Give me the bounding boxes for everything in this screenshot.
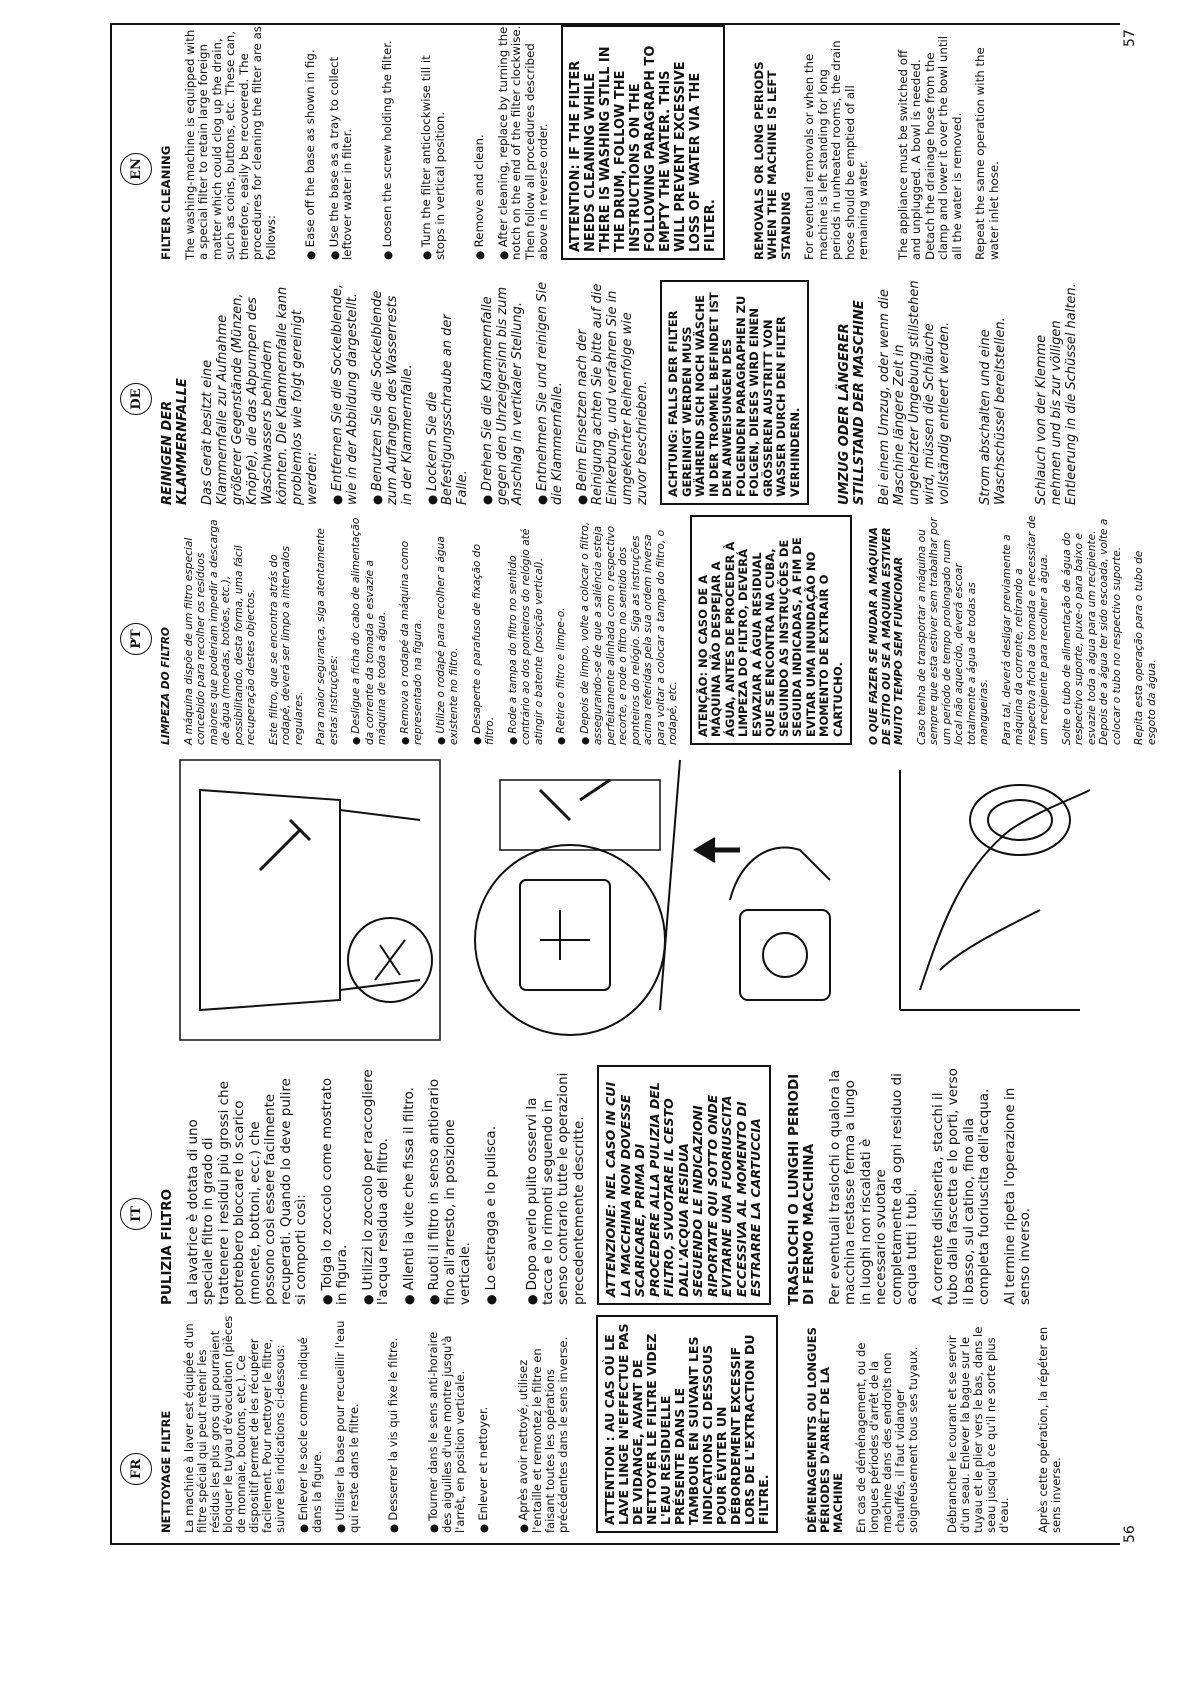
filter-turning-drawing bbox=[475, 760, 680, 1035]
it-moving-text: A corrente disinserita, stacchi il tubo dalla fascetta e lo porti, verso il basso, sul catino, fino alla completa fuoriuscita dell'acqua. bbox=[929, 1068, 992, 1305]
flag-pt-badge: PT bbox=[120, 623, 152, 655]
drain-hose-drawing bbox=[900, 770, 1090, 1010]
column-german bbox=[160, 280, 1120, 505]
pt-step: ● Rode a tampa do filtro no sentido contrário ao dos ponteiros do relógio até atingir o batente (posição vertical). bbox=[507, 515, 546, 745]
de-moving-title: UMZUG ODER LÄNGERER STILLSTAND DER MASCHINE bbox=[837, 300, 867, 505]
pt-step: ● Desaperte o parafuso de fixação do filtro. bbox=[471, 515, 497, 745]
flag-fr-badge: FR bbox=[120, 1453, 152, 1485]
it-moving-text: Per eventuali traslochi o qualora la macchina restasse ferma a lungo in luoghi non riscaldati è necessario svuotare completamente da ogni residuo di acqua tutti i tubi. bbox=[826, 1069, 920, 1305]
de-step: ● Entfernen Sie die Sockelblende, wie in der Abbildung dargestellt. bbox=[330, 280, 360, 505]
en-moving-text: Repeat the same operation with the water inlet hose. bbox=[973, 47, 1001, 260]
it-title: PULIZIA FILTRO bbox=[159, 1188, 175, 1305]
de-title: REINIGEN DER KLAMMERNFALLE bbox=[160, 378, 190, 505]
pt-step: ● Depois de limpo, volte a colocar o filtro, assegurando-se de que a saliência esteja perfeitamente alinhada com o respectivo recorte, e rode o filtro no sentido dos ponteiros do relógio. Siga as instruções acima referidas pela sua ordem inversa para voltar a colocar a tampa do filtro, o rodapé, etc. bbox=[579, 515, 680, 745]
column-french bbox=[160, 1315, 1120, 1533]
left-rule bbox=[110, 1544, 1120, 1546]
fr-step: ● Tourner dans le sens anti-horaire des aiguilles d'une montre jusqu'à l'arrêt, en position verticale. bbox=[427, 1315, 467, 1533]
de-intro: Das Gerät besitzt eine Klammernfalle zur Aufnahme größerer Gegenstände (Münzen, Knöpfe), die das Abpumpen des Waschwassers behindern könnten. Die Klammernfalle kann problemlos wie folgt gereinigt werden: bbox=[200, 286, 320, 505]
flag-en-badge: EN bbox=[120, 153, 152, 185]
page-number-right: 57 bbox=[1122, 29, 1138, 47]
en-step: ● Ease off the base as shown in fig. bbox=[304, 25, 318, 260]
fr-step: ● Enlever et nettoyer. bbox=[477, 1315, 491, 1533]
en-step: ● Use the base as a tray to collect leftover water in filter. bbox=[328, 25, 355, 260]
flag-it-badge: IT bbox=[120, 1198, 152, 1230]
fr-step: ● Enlever le socle comme indiqué dans la figure. bbox=[297, 1315, 324, 1533]
it-moving-text: Al termine ripeta l'operazione in senso inverso. bbox=[1001, 1087, 1033, 1305]
fr-warning-box: ATTENTION : AU CAS OÙ LE LAVE LINGE N'EFFECTUE PAS DE VIDANGE, AVANT DE NETTOYER LE FILTRE VIDEZ L'EAU RÉSIDUELLE PRÉSENTE DANS LE TAMBOUR EN SUIVANT LES INDICATIONS CI DESSOUS POUR ÉVITER UN DÉBORDEMENT EXCESSIF LORS DE L'EXTRACTION DU FILTRE. bbox=[596, 1315, 778, 1533]
pt-step: ● Retire o filtro e limpe-o. bbox=[555, 515, 569, 745]
it-step: ● Tolga lo zoccolo come mostrato in figura. bbox=[320, 1065, 351, 1305]
de-step: ● Drehen Sie die Klammernfalle gegen den Uhrzeigersinn bis zum Anschlag in vertikaler Stellung. bbox=[480, 280, 525, 505]
en-step: ● After cleaning, replace by turning the notch on the end of the filter clockwise. Then follow all procedures described above in reverse order. bbox=[497, 25, 551, 260]
fr-step: ● Desserrer la vis qui fixe le filtre. bbox=[387, 1315, 401, 1533]
de-step: ● Lockern Sie die Befestigungsschraube an der Falle. bbox=[425, 280, 470, 505]
pt-moving-text: Caso tenha de transportar a máquina ou sempre que esta estiver sem trabalhar por um período de tempo prolongado num local não aquecido, deverá escoar totalmente a água de todas as mangueiras. bbox=[915, 517, 990, 745]
de-moving-text: Strom abschalten und eine Waschschüssel bereitstellen. bbox=[978, 317, 1008, 505]
pt-intro: Para maior segurança, siga atentamente estas instruções: bbox=[315, 528, 340, 745]
en-moving-title: REMOVALS OR LONG PERIODS WHEN THE MACHINE IS LEFT STANDING bbox=[751, 61, 793, 260]
pt-step: ● Desligue a ficha do cabo de alimentação da corrente da tomada e esvazie a máquina de toda a água. bbox=[350, 515, 389, 745]
de-warning-box: ACHTUNG: FALLS DER FILTER GEREINIGT WERDEN MUSS WÄHREND SICH NOCH WÄSCHE IN DER TROMMEL BEFINDET IST DEN ANWEISUNGEN DES FOLGENDEN PARAGRAPHEN ZU FOLGEN, DIESES WIRD EINEN GRÖSSEREN AUSTRITT VON WASSER DURCH DEN FILTER VERHINDERN. bbox=[660, 280, 809, 505]
manual-sheet bbox=[40, 5, 1158, 1605]
en-intro: The washing-machine is equipped with a special filter to retain large foreign matter which could clog up the drain, such as coins, buttons, etc. These can, therefore, easily be recovered. The procedures for cleaning the filter are as follows: bbox=[182, 26, 278, 260]
pt-step: ● Utilize o rodapé para recolher a água existente no filtro. bbox=[435, 515, 461, 745]
it-intro: La lavatrice è dotata di uno speciale filtro in grado di trattenere i residui più grossi che potrebbero bloccare lo scarico (monete, bottoni, ecc.) che possono così essere facilmente recuperati. Quando lo deve pulire si comporti così: bbox=[184, 1078, 309, 1305]
pt-moving-text: Solte o tubo de alimentação de água do respectivo suporte, puxe-o para baixo e esvazie toda a água para um recipiente. Depois de a água ter sido escoada, volte a colocar o tubo no respectivo suporte. bbox=[1060, 518, 1123, 745]
it-step: ● Dopo averlo pulito osservi la tacca e lo rimonti seguendo in senso contrario tutte le operazioni precedentemente descritte. bbox=[525, 1065, 587, 1305]
pt-moving-text: Repita esta operação para o tubo de esgoto da água. bbox=[1133, 550, 1158, 745]
en-warning-box: ATTENTION: IF THE FILTER NEEDS CLEANING WHILE THERE IS WASHING STILL IN THE DRUM, FOLLOW THE INSTRUCTIONS ON THE FOLLOWING PARAGRAPH TO EMPTY THE WATER. THIS WILL PREVENT EXCESSIVE LOSS OF WATER VIA THE FILTER. bbox=[561, 25, 725, 260]
column-portuguese bbox=[160, 515, 1158, 745]
it-moving-title: TRASLOCHI O LUNGHI PERIODI DI FERMO MACCHINA bbox=[785, 1073, 817, 1305]
de-step: ● Beim Einsetzen nach der Reinigung achten Sie bitte auf die Einkerbung, und verfahren Sie in umgekehrter Reihenfolge wie zuvor beschrieben. bbox=[575, 280, 650, 505]
it-step: ● Utilizzi lo zoccolo per raccogliere l'acqua residua del filtro. bbox=[361, 1065, 392, 1305]
en-moving-text: For eventual removals or when the machine is left standing for long periods in unheated rooms, the drain hose should be emptied of all remaining water. bbox=[802, 40, 870, 260]
fr-moving-text: Après cette opération, la répéter en sens inverse. bbox=[1036, 1326, 1063, 1533]
en-step: ● Turn the filter anticlockwise till it stops in vertical position. bbox=[420, 25, 447, 260]
fr-intro: La machine à laver est équipée d'un filtre spécial qui peut retenir les résidus les plus gros qui pourraient bloquer le tuyau d'évacuation (pièces de monnaie, boutons, etc.). Ce dispositif permet de les récupérer facilement. Pour nettoyer le filtre, suivre les indications ci-dessous: bbox=[182, 1315, 287, 1533]
de-step: ● Entnehmen Sie und reinigen Sie die Klammernfalle. bbox=[535, 280, 565, 505]
fr-title: NETTOYAGE FILTRE bbox=[159, 1410, 173, 1533]
column-english bbox=[160, 25, 1120, 260]
base-removal-drawing bbox=[180, 760, 440, 1040]
fr-moving-text: En cas de déménagement, ou de longues périodes d'arrêt de la machine dans des endroits non chauffés, il faut vidanger soigneusement tous ses tuyaux. bbox=[854, 1342, 920, 1533]
pt-intro: A máquina dispõe de um filtro especial concebido para recolher os resíduos maiores que poderiam impedir a descarga de água (moedas, botões, etc.), possibilitando, desta forma, uma fácil recuperação destes objectos. bbox=[182, 519, 257, 745]
column-italian bbox=[160, 1065, 1120, 1305]
pt-moving-title: O QUE FAZER SE MUDAR A MÁQUINA DE SÍTIO OU SE A MÁQUINA ESTIVER MUITO TEMPO SEM FUNCIONAR bbox=[868, 527, 905, 745]
en-moving-text: The appliance must be switched off and unplugged. A bowl is needed. Detach the drainage hose from the clamp and lower it over the bowl until all the water is removed. bbox=[895, 35, 964, 260]
it-step: ● Allenti la vite che fissa il filtro. bbox=[402, 1065, 418, 1305]
pt-warning-box: ATENÇÃO: NO CASO DE A MÁQUINA NÃO DESPEJAR A ÁGUA, ANTES DE PROCEDER À LIMPEZA DO FILTRO, DEVERÁ ESVAZIAR A ÁGUA RESIDUAL QUE SE ENCONTRA NA CUBA, SEGUINDO AS INSTRUÇÕES DE SEGUIDA INDICADAS, A FIM DE EVITAR UMA INUNDAÇÃO NO MOMENTO DE EXTRAIR O CARTUCHO. bbox=[690, 515, 853, 745]
de-moving-text: Bei einem Umzug, oder wenn die Maschine längere Zeit in ungeheizter Umgebung stillstehen wird, müssen die Schläuche vollständig entleert werden. bbox=[877, 280, 952, 505]
en-step: ● Remove and clean. bbox=[473, 25, 487, 260]
page-number-left: 56 bbox=[1122, 1525, 1138, 1543]
de-moving-text: Schlauch von der Klemme nehmen und bis zur völligen Entleerung in die Schüssel halten. bbox=[1034, 283, 1079, 505]
pt-title: LIMPEZA DO FILTRO bbox=[160, 627, 172, 745]
it-step: ● Ruoti il filtro in senso antiorario fino all'arresto, in posizione verticale. bbox=[427, 1065, 474, 1305]
de-step: ● Benutzen Sie die Sockelblende zum Auffangen des Wasserrests in der Klammernfalle. bbox=[370, 280, 415, 505]
pt-step: ● Remova o rodapé da máquina como representado na figura. bbox=[399, 515, 425, 745]
fr-step: ● Utiliser la base pour recueillir l'eau qui reste dans le filtre. bbox=[334, 1315, 361, 1533]
pt-intro: Este filtro, que se encontra atrás do rodapé, deverá ser limpo a intervalos regulares. bbox=[267, 545, 305, 745]
it-warning-box: ATTENZIONE: NEL CASO IN CUI LA MACCHINA NON DOVESSE SCARICARE, PRIMA DI PROCEDERE ALLA PULIZIA DEL FILTRO, SVUOTARE IL CESTO DALL'ACQUA RESIDUA SEGUENDO LE INDICAZIONI RIPORTATE QUI SOTTO ONDE EVITARNE UNA FUORIUSCITA ECCESSIVA AL MOMENTO DI ESTRARRE LA CARTUCCIA bbox=[597, 1065, 771, 1305]
pt-moving-text: Para tal, deverá desligar previamente a máquina da corrente, retirando a respectiva ficha da tomada e necessitar de um recipiente para recolher a água. bbox=[1000, 515, 1050, 745]
en-title: FILTER CLEANING bbox=[159, 145, 173, 260]
fr-moving-text: Débrancher le courant et se servir d'un seau. Enlever la bague sur le tuyau et le plier vers le bas, dans le seau jusqu'à ce qu'il ne sorte plus d'eau. bbox=[945, 1326, 1011, 1533]
it-step: ● Lo estragga e lo pulisca. bbox=[484, 1065, 500, 1305]
top-rule bbox=[110, 25, 112, 1545]
flag-de-badge: DE bbox=[120, 383, 152, 415]
fr-step: ● Après avoir nettoyé, utilisez l'entaille et remontez le filtre en faisant toutes les opérations précédentes dans le sens inverse. bbox=[517, 1315, 570, 1533]
fr-moving-title: DÉMENAGEMENTS OU LONGUES PÉRIODES D'ARRÊT DE LA MACHINE bbox=[805, 1327, 845, 1533]
filter-illustrations bbox=[140, 750, 1110, 1050]
en-step: ● Loosen the screw holding the filter. bbox=[381, 25, 395, 260]
unplug-drawing bbox=[695, 838, 830, 1000]
